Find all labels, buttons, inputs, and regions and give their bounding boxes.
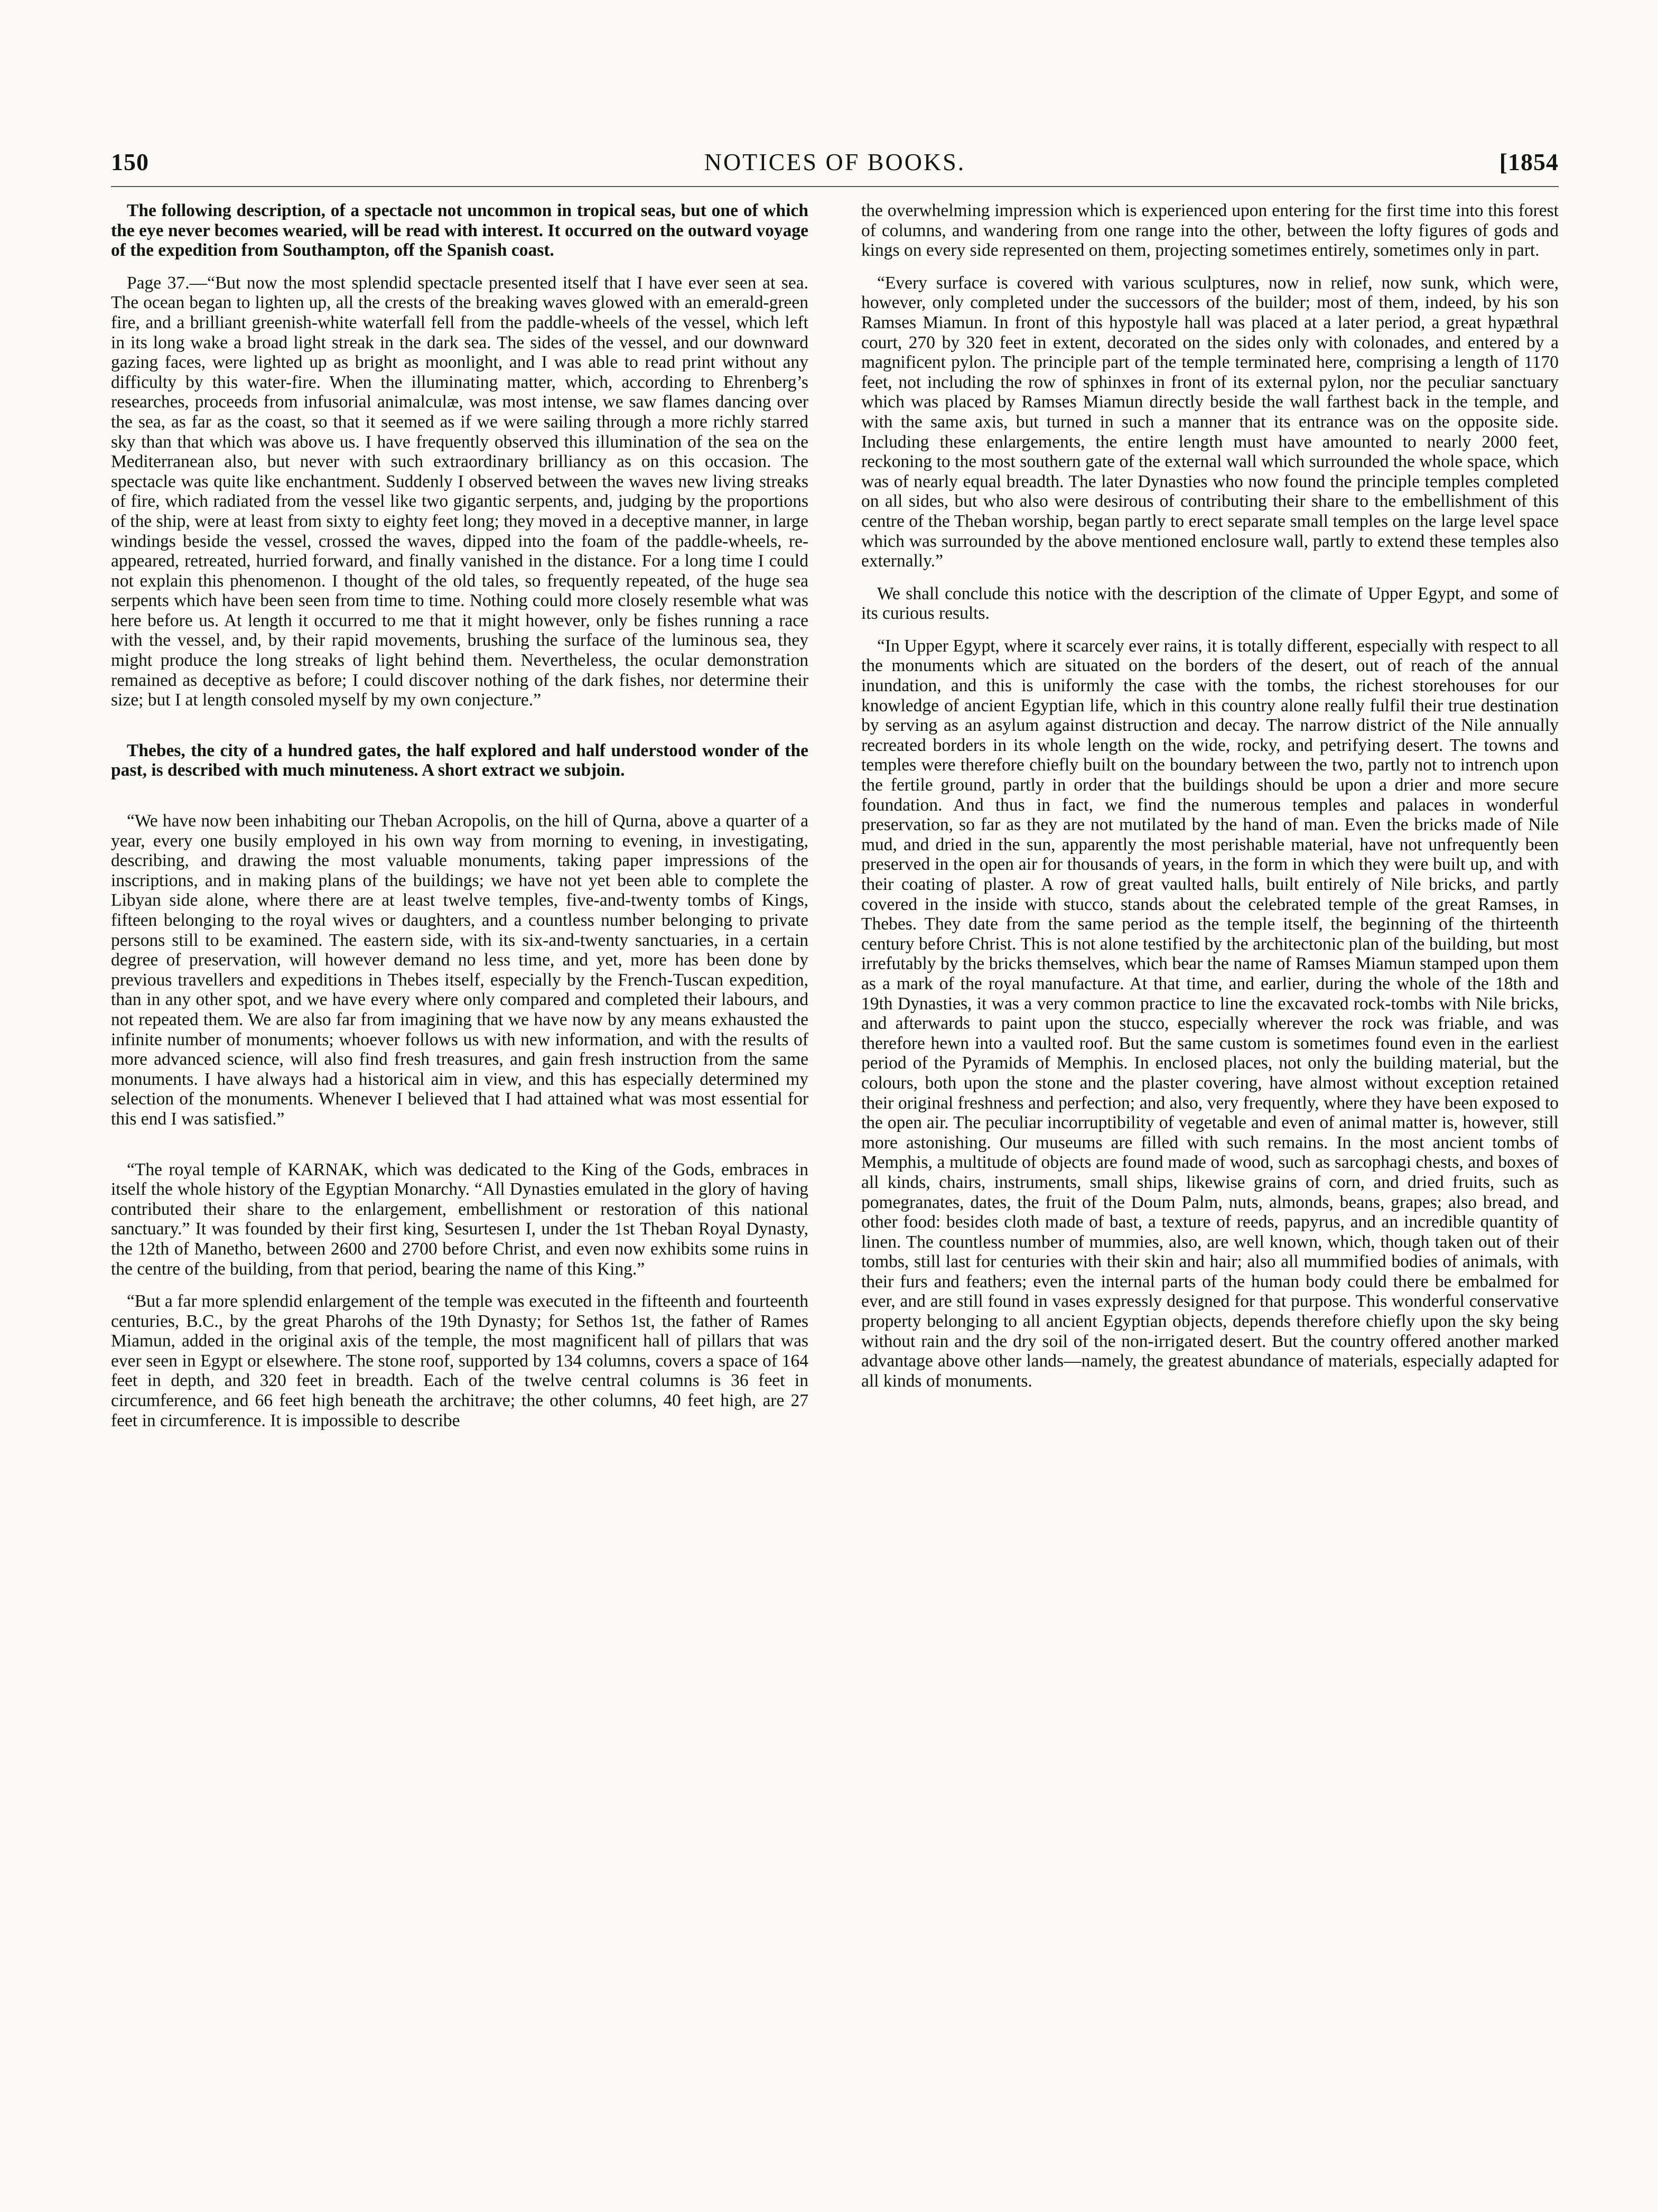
paragraph-climate-intro: We shall conclude this notice with the description of the climate of Upper Egypt, and some of its curious results. (861, 583, 1559, 624)
book-page (111, 143, 1559, 2130)
page-number: 150 (111, 148, 149, 175)
header-year: [1854 (1499, 148, 1559, 175)
paragraph-thebes-intro: Thebes, the city of a hundred gates, the half explored and half understood wonder of the past, is described with much minuteness. A short extract we subjoin. (111, 740, 808, 780)
paragraph-sea-quote: Page 37.—“But now the most splendid spectacle presented itself that I have ever seen at sea. The ocean began to lighten up, all the crests of the breaking waves glowed with an emerald-green fire, and a brilliant greenish-white waterfall fell from the paddle-wheels of the vessel, which left in its long wake a broad light streak in the dark sea. The sides of the vessel, and our downward gazing faces, were lighted up as bright as moonlight, and I was able to read print without any difficulty by this water-fire. When the illuminating matter, which, according to Ehrenberg’s researches, proceeds from infusorial animalculæ, was most intense, we saw flames dancing over the sea, as far as the coast, so that it seemed as if we were sailing through a more richly starred sky than that which was above us. I have frequently observed this illumination of the sea on the Mediterranean also, but never with such extraordinary brilliancy as on this occasion. The spectacle was quite like enchantment. Suddenly I observed between the waves new living streaks of fire, which radiated from the vessel like two gigantic serpents, and, judging by the proportions of the ship, were at least from sixty to eighty feet long; they moved in a deceptive manner, in large windings beside the vessel, crossed the waves, dipped into the foam of the paddle-wheels, re-appeared, retreated, hurried forward, and finally vanished in the distance. For a long time I could not explain this phenomenon. I thought of the old tales, so frequently repeated, of the huge sea serpents which have been seen from time to time. Nothing could more closely resemble what was here before us. At length it occurred to me that it might however, only be fishes running a race with the vessel, and, by their rapid movements, brushing the surface of the luminous sea, they might produce the long streaks of light behind them. Nevertheless, the ocular demonstration remained as deceptive as before; I could discover nothing of the dark fishes, nor determine their size; but I at length consoled myself by my own conjecture.” (111, 273, 808, 710)
right-column (861, 201, 1559, 2124)
text-columns (111, 201, 1559, 2124)
paragraph-enlargement-quote: “But a far more splendid enlargement of the temple was executed in the fifteenth and fourteenth centuries, B.C., by the great Pharohs of the 19th Dynasty; for Sethos 1st, the father of Rames Miamun, added in the original axis of the temple, the most magnificent hall of pillars that was ever seen in Egypt or elsewhere. The stone roof, supported by 134 columns, covers a space of 164 feet in depth, and 320 feet in breadth. Each of the twelve central columns is 36 feet in circumference, and 66 feet high beneath the architrave; the other columns, 40 feet high, are 27 feet in circumference. It is impossible to describe (111, 1291, 808, 1430)
paragraph-sea-intro: The following description, of a spectacle not uncommon in tropical seas, but one of which the eye never becomes wearied, will be read with interest. It occurred on the outward voyage of the expedition from Southampton, off the Spanish coast. (111, 201, 808, 261)
paragraph-thebes-quote: “We have now been inhabiting our Theban Acropolis, on the hill of Qurna, above a quarter of a year, every one busily employed in his own way from morning to evening, in investigating, describing, and drawing the most valuable monuments, taking paper impressions of the inscriptions, and in making plans of the buildings; we have not yet been able to complete the Libyan side alone, where there are at least twelve temples, five-and-twenty tombs of Kings, fifteen belonging to the royal wives or daughters, and a countless number belonging to private persons still to be examined. The eastern side, with its six-and-twenty sanctuaries, in a certain degree of preservation, will however demand no less time, and yet, more has been done by previous travellers and expeditions in Thebes itself, especially by the French-Tuscan expedition, than in any other spot, and we have every where only compared and completed their labours, and not repeated them. We are also far from imagining that we have now by any means exhausted the infinite number of monuments; whoever follows us with new information, and with the results of more advanced science, will also find fresh treasures, and gain fresh instruction from the same monuments. I have always had a historical aim in view, and this has especially determined my selection of the monuments. Whenever I believed that I had attained what was most essential for this end I was satisfied.” (111, 811, 808, 1129)
paragraph-sculptures-quote: “Every surface is covered with various sculptures, now in relief, now sunk, which were, however, only completed under the successors of the builder; most of them, indeed, by his son Ramses Miamun. In front of this hypostyle hall was placed at a later period, a great hypæthral court, 270 by 320 feet in extent, decorated on the sides only with colonades, and entered by a magnificent pylon. The principle part of the temple terminated here, comprising a length of 1170 feet, not including the row of sphinxes in front of its external pylon, nor the peculiar sanctuary which was placed by Ramses Miamun directly beside the wall farthest back in the temple, and with the same axis, but turned in such a manner that its entrance was on the opposite side. Including these enlargements, the entire length must have amounted to nearly 2000 feet, reckoning to the most southern gate of the external wall which surrounded the whole space, which was of nearly equal breadth. The later Dynasties who now found the principle temples completed on all sides, but who also were desirous of contributing their share to the embellishment of this centre of the Theban worship, began partly to erect separate small temples on the large level space which was surrounded by the above mentioned enclosure wall, partly to extend these temples also externally.” (861, 273, 1559, 571)
paragraph-hall-continued: the overwhelming impression which is experienced upon entering for the first time into this forest of columns, and wandering from one range into the other, between the lofty figures of gods and kings on every side represented on them, projecting sometimes entirely, sometimes only in part. (861, 201, 1559, 261)
paragraph-karnak-quote: “The royal temple of KARNAK, which was dedicated to the King of the Gods, embraces in itself the whole history of the Egyptian Monarchy. “All Dynasties emulated in the glory of having contributed their share to the enlargement, embellishment or restoration of this national sanctuary.” It was founded by their first king, Sesurtesen I, under the 1st Theban Royal Dynasty, the 12th of Manetho, between 2600 and 2700 before Christ, and even now exhibits some ruins in the centre of the building, from that period, bearing the name of this King.” (111, 1159, 808, 1279)
page-title: NOTICES OF BOOKS. (704, 148, 966, 175)
paragraph-upper-egypt-quote: “In Upper Egypt, where it scarcely ever rains, it is totally different, especially with respect to all the monuments which are situated on the borders of the desert, out of reach of the annual inundation, and this is uniformly the case with the tombs, the richest storehouses for our knowledge of ancient Egyptian life, which in this country alone really fulfil their true destination by serving as an asylum against distruction and decay. The narrow district of the Nile annually recreated borders in its whole length on the wide, rocky, and petrifying desert. The towns and temples were therefore chiefly built on the boundary between the two, partly not to intrench upon the fertile ground, partly in order that the buildings should be upon a drier and more secure foundation. And thus in fact, we find the numerous temples and palaces in wonderful preservation, so far as they are not mutilated by the hand of man. Even the bricks made of Nile mud, and dried in the sun, apparently the most perishable material, have not unfrequently been preserved in the open air for thousands of years, in the form in which they were built up, and with their coating of plaster. A row of great vaulted halls, built entirely of Nile bricks, and partly covered in the inside with stucco, stands about the celebrated temple of the great Ramses, in Thebes. They date from the same period as the temple itself, the beginning of the thirteenth century before Christ. This is not alone testified by the architectonic plan of the building, but most irrefutably by the bricks themselves, which bear the name of Ramses Miamun stamped upon them as a mark of the royal manufacture. At that time, and earlier, during the whole of the 18th and 19th Dynasties, it was a very common practice to line the excavated rock-tombs with Nile bricks, and afterwards to paint upon the stucco, especially wherever the rock was friable, and was therefore hewn into a vaulted roof. But the same custom is sometimes found even in the earliest period of the Pyramids of Memphis. In enclosed places, not only the building material, but the colours, both upon the stone and the plaster covering, have almost without exception retained their original freshness and perfection; and also, very frequently, where they have been exposed to the open air. The peculiar incorruptibility of vegetable and even of animal matter is, however, still more astonishing. Our museums are filled with such remains. In the most ancient tombs of Memphis, a multitude of objects are found made of wood, such as sarcophagi chests, and boxes of all kinds, chairs, instruments, small ships, likewise grains of corn, and dried fruits, such as pomegranates, dates, the fruit of the Doum Palm, nuts, almonds, beans, grapes; also bread, and other food: besides cloth made of bast, a texture of reeds, papyrus, and an incredible quantity of linen. The countless number of mummies, also, are well known, which, though taken out of their tombs, still last for centuries with their skin and hair; also all mummified bodies of animals, with their furs and feathers; even the internal parts of the human body could there be embalmed for ever, and are still found in vases expressly designed for that purpose. This wonderful conservative property belonging to all ancient Egyptian objects, depends therefore chiefly upon the sky being without rain and the dry soil of the non-irrigated desert. But the country offered another marked advantage above other lands—namely, the greatest abundance of materials, especially adapted for all kinds of monuments. (861, 636, 1559, 1391)
header-rule (111, 186, 1559, 187)
running-head (111, 143, 1559, 190)
left-column (111, 201, 808, 2124)
